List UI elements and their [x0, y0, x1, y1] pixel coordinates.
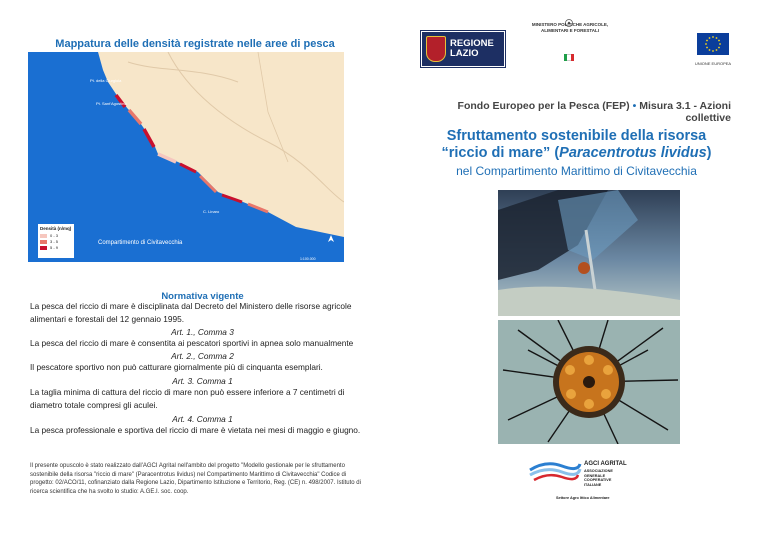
map-legend	[38, 224, 74, 258]
agci-settore: Settore Agro Ittico Alimentare	[556, 496, 610, 500]
fep-main: Fondo Europeo per la Pesca (FEP)	[457, 100, 630, 112]
legend-row	[40, 233, 72, 238]
eu-flag-icon	[697, 33, 729, 55]
agci-sub: COOPERATIVE	[584, 478, 612, 482]
italian-flag-icon	[564, 54, 574, 61]
map-compartimento-label: Compartimento di Civitavecchia	[98, 240, 183, 246]
agci-wave-icon	[528, 456, 582, 486]
legend-row	[40, 245, 72, 250]
article-text: La pesca del riccio di mare è consentita ai pescatori sportivi in apnea solo manualmente	[30, 338, 354, 348]
article-text: La pesca professionale e sportiva del riccio di mare è vietata nei mesi di maggio e giugno.	[30, 425, 361, 435]
subtitle: nel Compartimento Marittimo di Civitavecchia	[456, 164, 697, 178]
sea-urchin-photo	[498, 320, 680, 444]
eu-label: UNIONE EUROPEA	[694, 61, 732, 66]
agci-sub: GENERALE	[584, 473, 606, 478]
article-ref: Art. 2., Comma 2	[171, 351, 234, 361]
title-species: Paracentrotus lividus	[559, 145, 707, 161]
map-place-label: C. Linaro	[203, 209, 220, 214]
fep-heading	[421, 100, 731, 124]
underwater-photo	[498, 190, 680, 316]
article-ref: Art. 4. Comma 1	[172, 414, 233, 424]
agci-sub: ITALIANE	[584, 482, 602, 487]
article-text: Il pescatore sportivo non può catturare giornalmente più di cinquanta esemplari.	[30, 362, 323, 372]
regione-line1: REGIONE	[450, 38, 494, 49]
legend-label: 3 - 5	[50, 239, 59, 244]
map-graphic	[28, 52, 344, 262]
main-title-line2	[421, 145, 732, 162]
legend-swatch	[40, 240, 47, 244]
ministero-label: MINISTERO POLITICHE AGRICOLE, ALIMENTARI E FORESTALI	[531, 22, 609, 33]
regione-lazio-logo	[421, 31, 505, 67]
agci-sub: ASSOCIAZIONE	[584, 469, 613, 473]
fep-misura: Misura 3.1 - Azioni collettive	[639, 100, 731, 124]
density-map	[28, 52, 344, 262]
main-title-line1: Sfruttamento sostenibile della risorsa	[446, 128, 707, 144]
map-place-label: Pt. Sant'Agostino	[96, 101, 127, 106]
article-ref: Art. 1., Comma 3	[171, 327, 234, 337]
regione-line2: LAZIO	[450, 48, 479, 59]
map-title: Mappatura delle densità registrate nelle aree di pesca	[55, 38, 335, 50]
legend-label: 5 - 9	[50, 245, 59, 250]
map-place-label: Pt. della Ciurgiola	[90, 78, 122, 83]
emblem-icon	[564, 14, 574, 22]
legend-swatch	[40, 246, 47, 250]
title-pre: “riccio di mare” (	[441, 145, 560, 161]
legend-title: Densità (n/mq)	[40, 226, 72, 231]
credits-text: Il presente opuscolo è stato realizzato dall'AGCI Agrital nell'ambito del progetto "Modello gestionale per le sfruttamento sostenibile della risorsa "riccio di mare" (Paracentrotus lividus) nel Compartimento Marittimo di Civitavecchia" Codice di progetto: 02/ACO/11, cofinanziato dalla Regione Lazio, Dipartimento Istituzione e Territorio, Reg. (CE) n. 498/2007. Istituto di ricerca scientifica che ha svolto lo studio: A.GE.I. soc. coop.	[30, 463, 361, 495]
article-text: La taglia minima di cattura del riccio di mare non può essere inferiore a 7 centimetri di diametro totale compresi gli aculei.	[30, 387, 345, 410]
article-ref: Art. 3. Comma 1	[172, 376, 233, 386]
fep-bullet: •	[632, 100, 637, 112]
agci-agrital-logo	[528, 456, 648, 500]
agci-name: AGCI AGRITAL	[584, 461, 627, 467]
normativa-intro: La pesca del riccio di mare è disciplinata dal Decreto del Ministero delle risorse agricole alimentari e forestali del 12 gennaio 1995.	[30, 301, 352, 324]
title-post: )	[706, 145, 712, 161]
legend-row	[40, 239, 72, 244]
legend-swatch	[40, 234, 47, 238]
normativa-title: Normativa vigente	[161, 291, 244, 302]
regione-shield-icon	[426, 36, 446, 62]
legend-label: 0 - 3	[50, 233, 59, 238]
map-scale: 1:100.000	[300, 257, 316, 261]
